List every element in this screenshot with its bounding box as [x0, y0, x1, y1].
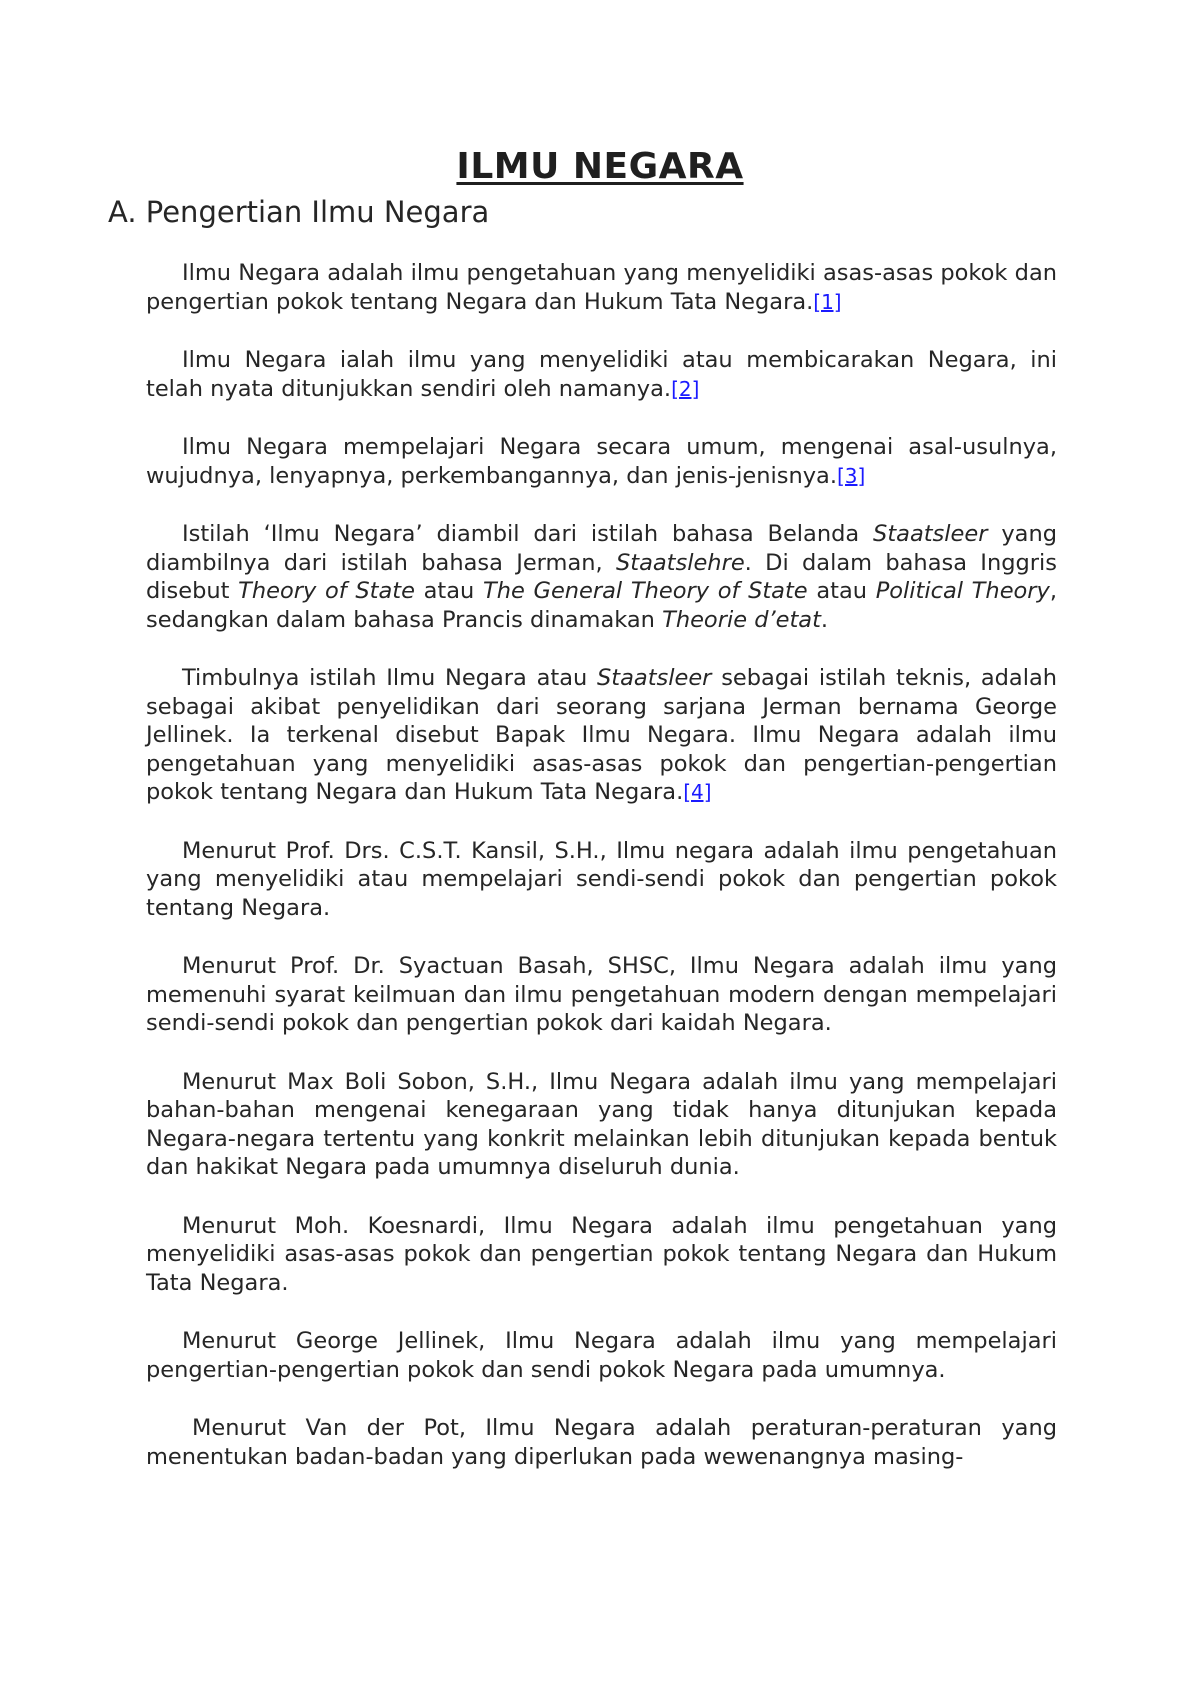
paragraph-1	[146, 259, 1057, 316]
paragraph-text: .	[820, 606, 829, 633]
italic-term: Theory of State	[238, 578, 415, 604]
paragraph-text: yang diambilnya dari istilah bahasa Jerman,	[146, 521, 1057, 576]
paragraph-text: Menurut George Jellinek, Ilmu Negara adalah ilmu yang mempelajari pengertian-pengertian pokok dan sendi pokok Negara pada umumnya.	[146, 1328, 1057, 1383]
document-body	[146, 259, 1057, 1471]
paragraph-text: Menurut Max Boli Sobon, S.H., Ilmu Negara adalah ilmu yang mempelajari bahan-bahan mengenai kenegaraan yang tidak hanya ditunjukan kepada Negara-negara tertentu yang konkrit melainkan lebih ditunjukan kepada bentuk dan hakikat Negara pada umumnya diseluruh dunia.	[146, 1068, 1057, 1180]
italic-term: Theorie d’etat	[662, 606, 821, 633]
section-heading: A. Pengertian Ilmu Negara	[108, 195, 490, 229]
paragraph-4	[146, 520, 1057, 634]
footnote-link-4[interactable]: [4]	[683, 780, 712, 804]
paragraph-text: Ilmu Negara adalah ilmu pengetahuan yang menyelidiki asas-asas pokok dan pengertian pokok tentang Negara dan Hukum Tata Negara.	[146, 260, 1057, 315]
paragraph-text: atau	[816, 578, 867, 604]
italic-term: Staatslehre	[615, 549, 745, 576]
paragraph-7	[146, 952, 1057, 1038]
paragraph-6	[146, 837, 1057, 923]
paragraph-text: Menurut Van der Pot, Ilmu Negara adalah peraturan-peraturan yang menentukan badan-badan yang diperlukan pada wewenangnya masing-	[146, 1415, 1057, 1470]
footnote-link-2[interactable]: [2]	[671, 376, 700, 401]
paragraph-text: Menurut Moh. Koesnardi, Ilmu Negara adalah ilmu pengetahuan yang menyelidiki asas-asas pokok dan pengertian pokok tentang Negara dan Hukum Tata Negara.	[146, 1212, 1057, 1296]
paragraph-9	[146, 1212, 1057, 1298]
paragraph-8	[146, 1068, 1057, 1182]
paragraph-text: atau	[423, 578, 475, 604]
document-title: ILMU NEGARA	[456, 146, 744, 187]
paragraph-text: sebagai istilah teknis, adalah sebagai akibat penyelidikan dari seorang sarjana Jerman bernama George Jellinek. Ia terkenal disebut Bapak Ilmu Negara. Ilmu Negara adalah ilmu pengetahuan yang menyelidiki asas-asas pokok dan pengertian-pengertian pokok tentang Negara dan Hukum Tata Negara.	[146, 665, 1058, 805]
paragraph-text: . Di dalam bahasa Inggris disebut	[146, 549, 1057, 604]
paragraph-text: Ilmu Negara mempelajari Negara secara umum, mengenai asal-usulnya, wujudnya, lenyapnya, perkembangannya, dan jenis-jenisnya.	[146, 434, 1057, 489]
italic-term: Staatsleer	[873, 521, 988, 547]
italic-term: The General Theory of State	[482, 578, 808, 604]
paragraph-text: Timbulnya istilah Ilmu Negara atau	[182, 665, 588, 691]
paragraph-text: , sedangkan dalam bahasa Prancis dinamakan	[146, 578, 1058, 633]
paragraph-11	[146, 1414, 1057, 1471]
paragraph-text: Istilah ‘Ilmu Negara’ diambil dari istilah bahasa Belanda	[182, 521, 860, 547]
paragraph-3	[146, 433, 1057, 490]
footnote-link-3[interactable]: [3]	[837, 463, 866, 488]
footnote-link-1[interactable]: [1]	[813, 289, 842, 314]
italic-term: Political Theory	[875, 578, 1050, 604]
paragraph-10	[146, 1327, 1057, 1384]
paragraph-text: Menurut Prof. Dr. Syactuan Basah, SHSC, Ilmu Negara adalah ilmu yang memenuhi syarat keilmuan dan ilmu pengetahuan modern dengan mempelajari sendi-sendi pokok dan pengertian pokok dari kaidah Negara.	[146, 953, 1057, 1036]
italic-term: Staatsleer	[597, 665, 712, 691]
paragraph-text: Menurut Prof. Drs. C.S.T. Kansil, S.H., Ilmu negara adalah ilmu pengetahuan yang menyelidiki atau mempelajari sendi-sendi pokok dan pengertian pokok tentang Negara.	[146, 837, 1057, 921]
paragraph-5	[146, 664, 1057, 807]
paragraph-2	[146, 346, 1057, 403]
paragraph-text: Ilmu Negara ialah ilmu yang menyelidiki atau membicarakan Negara, ini telah nyata ditunjukkan sendiri oleh namanya.	[146, 347, 1057, 402]
